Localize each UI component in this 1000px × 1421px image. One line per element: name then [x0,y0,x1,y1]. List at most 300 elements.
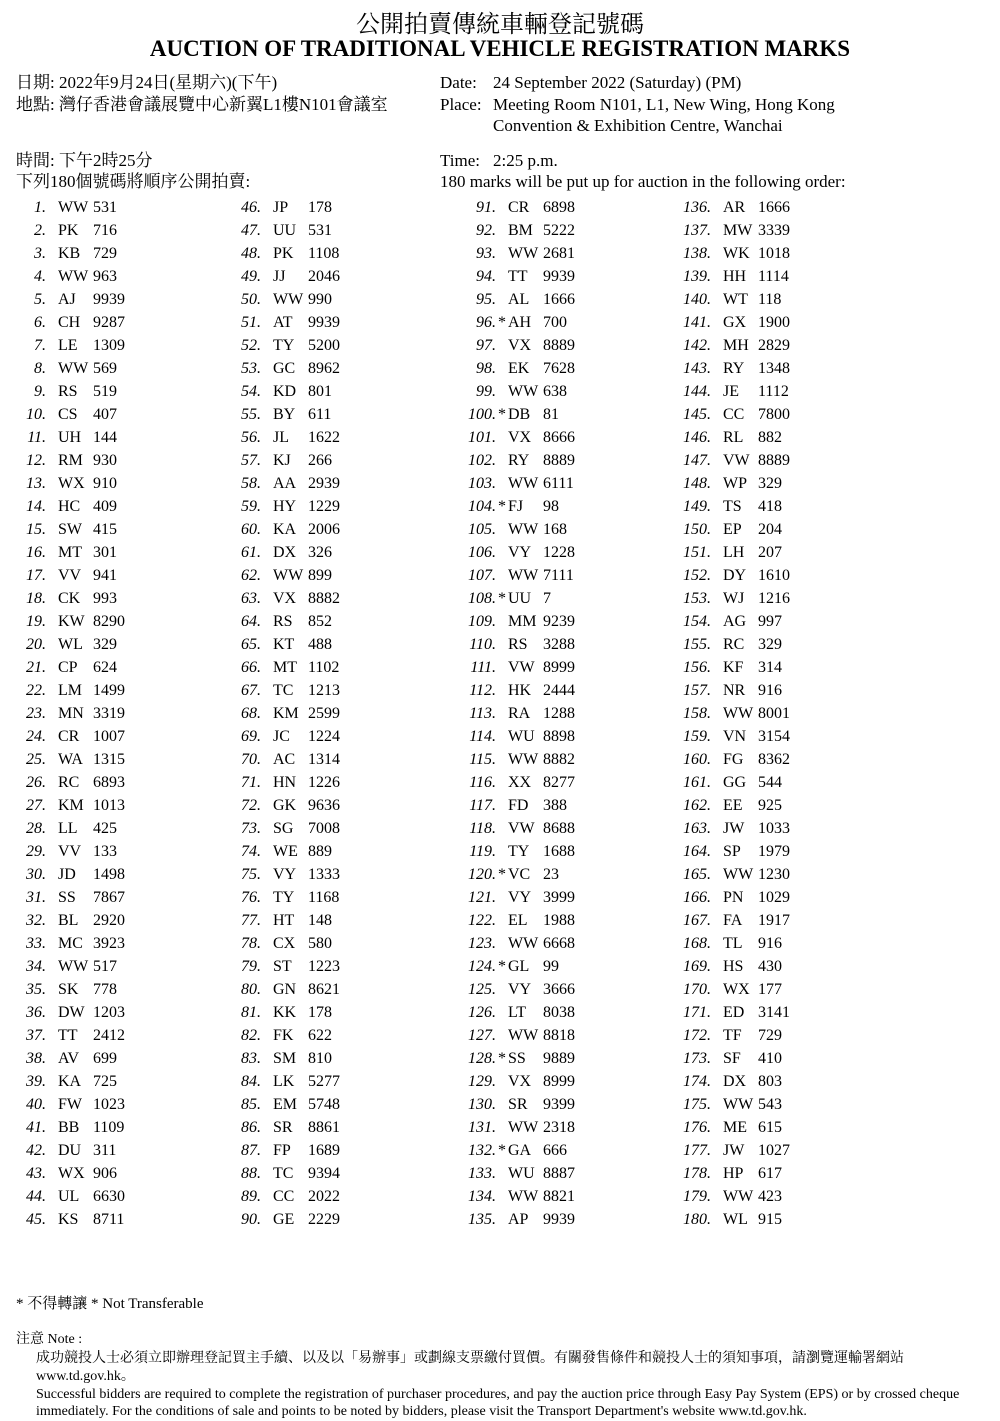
place-value-line-1: Meeting Room N101, L1, New Wing, Hong Kong [493,95,835,114]
mark-digits: 5200 [308,337,340,354]
note-label: 注意 Note : [16,1332,83,1347]
mark-digits: 2046 [308,268,340,285]
mark-row [450,817,575,840]
mark-row [215,1093,340,1116]
mark-digits: 925 [758,797,782,814]
mark-letters: SS [508,1050,526,1067]
mark-number: 29. [26,843,46,860]
mark-letters: WW [273,291,304,308]
mark-digits: 1224 [308,728,340,745]
mark-letters: JJ [273,268,286,285]
mark-letters: MN [58,705,84,722]
mark-number: 115. [469,751,496,768]
mark-number: 52. [241,337,261,354]
mark-letters: HC [58,498,81,515]
mark-letters: VW [723,452,750,469]
mark-digits: 1223 [308,958,340,975]
mark-number: 178. [683,1165,711,1182]
mark-letters: VY [508,544,532,561]
mark-row [215,265,340,288]
mark-digits: 118 [758,291,782,308]
mark-digits: 3141 [758,1004,790,1021]
mark-digits: 1027 [758,1142,790,1159]
mark-row [665,242,790,265]
not-transferable-mark: * [498,406,506,423]
mark-digits: 1288 [543,705,575,722]
mark-digits: 8038 [543,1004,575,1021]
mark-digits: 3288 [543,636,575,653]
mark-row [665,863,790,886]
mark-row [215,955,340,978]
mark-letters: FD [508,797,529,814]
mark-row [0,357,117,380]
mark-row [0,334,125,357]
mark-letters: MT [58,544,82,561]
mark-number: 44. [26,1188,46,1205]
mark-row [0,518,117,541]
mark-row [215,357,340,380]
mark-letters: SG [273,820,294,837]
not-transferable-mark: * [498,314,506,331]
mark-number: 14. [26,498,46,515]
mark-number: 120. [468,866,496,883]
mark-number: 19. [26,613,46,630]
venue-chinese: 地點: 灣仔香港會議展覽中心新翼L1樓N101會議室 [16,95,388,114]
mark-number: 62. [241,567,261,584]
mark-digits: 906 [93,1165,117,1182]
mark-row [215,288,332,311]
mark-digits: 178 [308,1004,332,1021]
mark-digits: 8999 [543,1073,575,1090]
mark-row [0,380,117,403]
mark-letters: WX [58,1165,85,1182]
mark-number: 117. [469,797,496,814]
mark-row [215,978,340,1001]
mark-digits: 9939 [93,291,125,308]
mark-digits: 488 [308,636,332,653]
mark-number: 142. [683,337,711,354]
mark-digits: 301 [93,544,117,561]
mark-letters: WW [58,199,89,216]
mark-number: 123. [468,935,496,952]
mark-letters: RY [723,360,745,377]
mark-number: 7. [34,337,46,354]
mark-digits: 700 [543,314,567,331]
mark-digits: 993 [93,590,117,607]
mark-number: 111. [470,659,496,676]
mark-row [215,1162,340,1185]
mark-number: 159. [683,728,711,745]
mark-row [450,311,567,334]
mark-number: 96. [476,314,496,331]
mark-letters: UH [58,429,82,446]
mark-letters: WW [508,935,539,952]
mark-letters: ME [723,1119,747,1136]
mark-digits: 8621 [308,981,340,998]
mark-digits: 882 [758,429,782,446]
mark-number: 23. [26,705,46,722]
mark-row [665,311,790,334]
mark-letters: KB [58,245,81,262]
mark-digits: 7111 [543,567,574,584]
mark-digits: 9889 [543,1050,575,1067]
mark-row [450,472,574,495]
mark-letters: MM [508,613,537,630]
mark-letters: RC [723,636,745,653]
time-value: 2:25 p.m. [493,151,558,170]
mark-row [0,932,125,955]
mark-number: 175. [683,1096,711,1113]
mark-row [450,1116,575,1139]
mark-number: 53. [241,360,261,377]
mark-row [215,1139,340,1162]
mark-digits: 1013 [93,797,125,814]
mark-row [215,1185,340,1208]
mark-row [215,840,332,863]
mark-digits: 1168 [308,889,340,906]
mark-letters: FJ [508,498,524,515]
mark-row [0,1070,117,1093]
mark-letters: JE [723,383,739,400]
mark-row [665,265,789,288]
mark-letters: HS [723,958,744,975]
mark-row [450,1162,575,1185]
mark-digits: 1108 [308,245,340,262]
mark-row [215,1070,340,1093]
mark-letters: KJ [273,452,291,469]
mark-letters: WW [273,567,304,584]
mark-number: 179. [683,1188,711,1205]
mark-letters: CC [723,406,745,423]
mark-row [665,1162,782,1185]
mark-row [450,380,567,403]
mark-digits: 9394 [308,1165,340,1182]
mark-letters: JD [58,866,76,883]
mark-row [0,610,125,633]
mark-number: 46. [241,199,261,216]
mark-number: 116. [469,774,496,791]
mark-row [450,748,575,771]
mark-row [0,886,125,909]
mark-number: 17. [26,567,46,584]
mark-letters: KA [273,521,297,538]
mark-number: 43. [26,1165,46,1182]
mark-row [0,495,117,518]
mark-number: 133. [468,1165,496,1182]
mark-letters: CC [273,1188,295,1205]
mark-number: 102. [468,452,496,469]
mark-number: 148. [683,475,711,492]
mark-digits: 3319 [93,705,125,722]
mark-digits: 2006 [308,521,340,538]
mark-number: 79. [241,958,261,975]
mark-letters: DX [723,1073,747,1090]
note-english-line-2: immediately. For the conditions of sale and points to be noted by bidders, please visit the Transport Department's website www.td.gov.hk. [36,1404,807,1419]
mark-digits: 3666 [543,981,575,998]
mark-letters: FK [273,1027,294,1044]
mark-letters: DU [58,1142,82,1159]
mark-digits: 8290 [93,613,125,630]
mark-digits: 8277 [543,774,575,791]
mark-number: 112. [469,682,496,699]
mark-digits: 1666 [543,291,575,308]
mark-digits: 1226 [308,774,340,791]
mark-number: 3. [34,245,46,262]
mark-letters: GK [273,797,297,814]
mark-digits: 8962 [308,360,340,377]
mark-letters: HY [273,498,297,515]
mark-row [215,817,340,840]
mark-digits: 1314 [308,751,340,768]
mark-digits: 1917 [758,912,790,929]
mark-digits: 415 [93,521,117,538]
mark-number: 71. [241,774,261,791]
mark-number: 54. [241,383,261,400]
mark-digits: 388 [543,797,567,814]
mark-number: 125. [468,981,496,998]
mark-row [215,449,332,472]
mark-number: 4. [34,268,46,285]
mark-row [450,909,575,932]
mark-letters: GL [508,958,530,975]
mark-row [665,794,782,817]
mark-letters: WW [723,866,754,883]
mark-digits: 144 [93,429,117,446]
mark-letters: XX [508,774,532,791]
mark-row [0,564,117,587]
mark-letters: VY [273,866,297,883]
mark-number: 95. [476,291,496,308]
mark-row [215,794,340,817]
mark-row [0,702,125,725]
mark-row [215,472,340,495]
mark-number: 5. [34,291,46,308]
mark-number: 144. [683,383,711,400]
mark-letters: WW [723,1096,754,1113]
mark-number: 42. [26,1142,46,1159]
mark-digits: 1499 [93,682,125,699]
mark-digits: 6111 [543,475,574,492]
mark-row [665,725,790,748]
mark-digits: 2444 [543,682,575,699]
mark-digits: 729 [758,1027,782,1044]
mark-row [0,909,125,932]
mark-digits: 1109 [93,1119,125,1136]
mark-row [215,748,340,771]
mark-row [450,725,575,748]
mark-letters: DY [723,567,747,584]
mark-digits: 916 [758,682,782,699]
mark-digits: 266 [308,452,332,469]
mark-letters: TC [273,682,294,699]
mark-number: 145. [683,406,711,423]
mark-number: 74. [241,843,261,860]
mark-number: 168. [683,935,711,952]
mark-letters: KT [273,636,295,653]
mark-number: 170. [683,981,711,998]
mark-letters: WW [508,567,539,584]
mark-letters: EM [273,1096,297,1113]
mark-number: 20. [26,636,46,653]
mark-row [450,403,559,426]
mark-row [0,1024,125,1047]
mark-row [0,1139,116,1162]
mark-row [215,932,332,955]
mark-number: 107. [468,567,496,584]
mark-row [0,748,125,771]
mark-digits: 1622 [308,429,340,446]
mark-row [0,587,117,610]
mark-number: 85. [241,1096,261,1113]
mark-number: 75. [241,866,261,883]
mark-number: 176. [683,1119,711,1136]
mark-digits: 910 [93,475,117,492]
mark-row [665,817,790,840]
mark-row [0,656,117,679]
mark-number: 138. [683,245,711,262]
mark-row [665,518,782,541]
mark-row [0,219,117,242]
mark-number: 108. [468,590,496,607]
mark-number: 155. [683,636,711,653]
mark-number: 153. [683,590,711,607]
mark-letters: SM [273,1050,297,1067]
mark-letters: WL [58,636,83,653]
mark-letters: MH [723,337,749,354]
mark-number: 180. [683,1211,711,1228]
mark-number: 88. [241,1165,261,1182]
mark-row [215,679,340,702]
mark-row [450,196,575,219]
mark-number: 12. [26,452,46,469]
not-transferable-legend: * 不得轉讓 * Not Transferable [16,1296,204,1312]
mark-letters: JW [723,1142,745,1159]
mark-row [665,1116,782,1139]
mark-row [0,403,117,426]
mark-number: 99. [476,383,496,400]
mark-number: 158. [683,705,711,722]
mark-number: 34. [26,958,46,975]
mark-letters: GG [723,774,747,791]
mark-number: 73. [241,820,261,837]
mark-letters: KM [273,705,299,722]
mark-digits: 9636 [308,797,340,814]
not-transferable-mark: * [498,1050,506,1067]
mark-number: 64. [241,613,261,630]
mark-letters: HP [723,1165,744,1182]
note-english-line-1: Successful bidders are required to complete the registration of purchaser procedures, and pay the auction price through Easy Pay System (EPS) or by crossed cheque [36,1387,960,1402]
mark-row [450,955,559,978]
mark-row [450,1185,575,1208]
mark-number: 9. [34,383,46,400]
mark-digits: 638 [543,383,567,400]
mark-digits: 930 [93,452,117,469]
mark-row [215,725,340,748]
mark-row [665,1024,782,1047]
mark-letters: EP [723,521,742,538]
mark-digits: 1213 [308,682,340,699]
mark-letters: RM [58,452,83,469]
time-label: Time: [440,151,481,170]
mark-row [0,196,117,219]
mark-row [0,242,117,265]
mark-letters: CR [58,728,80,745]
mark-digits: 1229 [308,498,340,515]
mark-digits: 3339 [758,222,790,239]
mark-row [665,1139,790,1162]
mark-digits: 852 [308,613,332,630]
mark-digits: 2939 [308,475,340,492]
mark-number: 118. [469,820,496,837]
mark-row [450,771,575,794]
mark-row [450,1047,575,1070]
mark-letters: VY [508,981,532,998]
mark-number: 77. [241,912,261,929]
mark-letters: PK [273,245,294,262]
mark-row [215,495,340,518]
mark-number: 10. [26,406,46,423]
mark-digits: 899 [308,567,332,584]
mark-letters: WX [723,981,750,998]
mark-number: 26. [26,774,46,791]
mark-number: 162. [683,797,711,814]
mark-digits: 99 [543,958,559,975]
mark-row [665,1047,782,1070]
mark-row [450,1208,575,1231]
mark-digits: 699 [93,1050,117,1067]
mark-number: 151. [683,544,711,561]
mark-letters: TY [273,889,295,906]
mark-letters: WW [58,360,89,377]
mark-digits: 1033 [758,820,790,837]
mark-number: 140. [683,291,711,308]
date-value: 24 September 2022 (Saturday) (PM) [493,73,742,92]
mark-letters: WW [508,475,539,492]
mark-letters: GC [273,360,296,377]
mark-digits: 1023 [93,1096,125,1113]
mark-digits: 611 [308,406,332,423]
mark-row [665,1093,782,1116]
mark-number: 113. [469,705,496,722]
mark-letters: RY [508,452,530,469]
mark-letters: VW [508,820,535,837]
mark-digits: 8889 [543,337,575,354]
mark-number: 97. [476,337,496,354]
mark-number: 83. [241,1050,261,1067]
mark-number: 157. [683,682,711,699]
mark-letters: SW [58,521,82,538]
mark-number: 65. [241,636,261,653]
mark-number: 6. [34,314,46,331]
mark-row [215,242,339,265]
mark-row [665,656,782,679]
mark-row [215,863,340,886]
mark-number: 98. [476,360,496,377]
mark-letters: EK [508,360,530,377]
mark-number: 129. [468,1073,496,1090]
mark-row [0,1208,124,1231]
mark-number: 86. [241,1119,261,1136]
mark-digits: 997 [758,613,782,630]
mark-row [450,610,575,633]
mark-row [450,564,574,587]
mark-number: 143. [683,360,711,377]
mark-digits: 207 [758,544,782,561]
mark-digits: 716 [93,222,117,239]
mark-row [665,403,790,426]
mark-number: 84. [241,1073,261,1090]
mark-number: 173. [683,1050,711,1067]
